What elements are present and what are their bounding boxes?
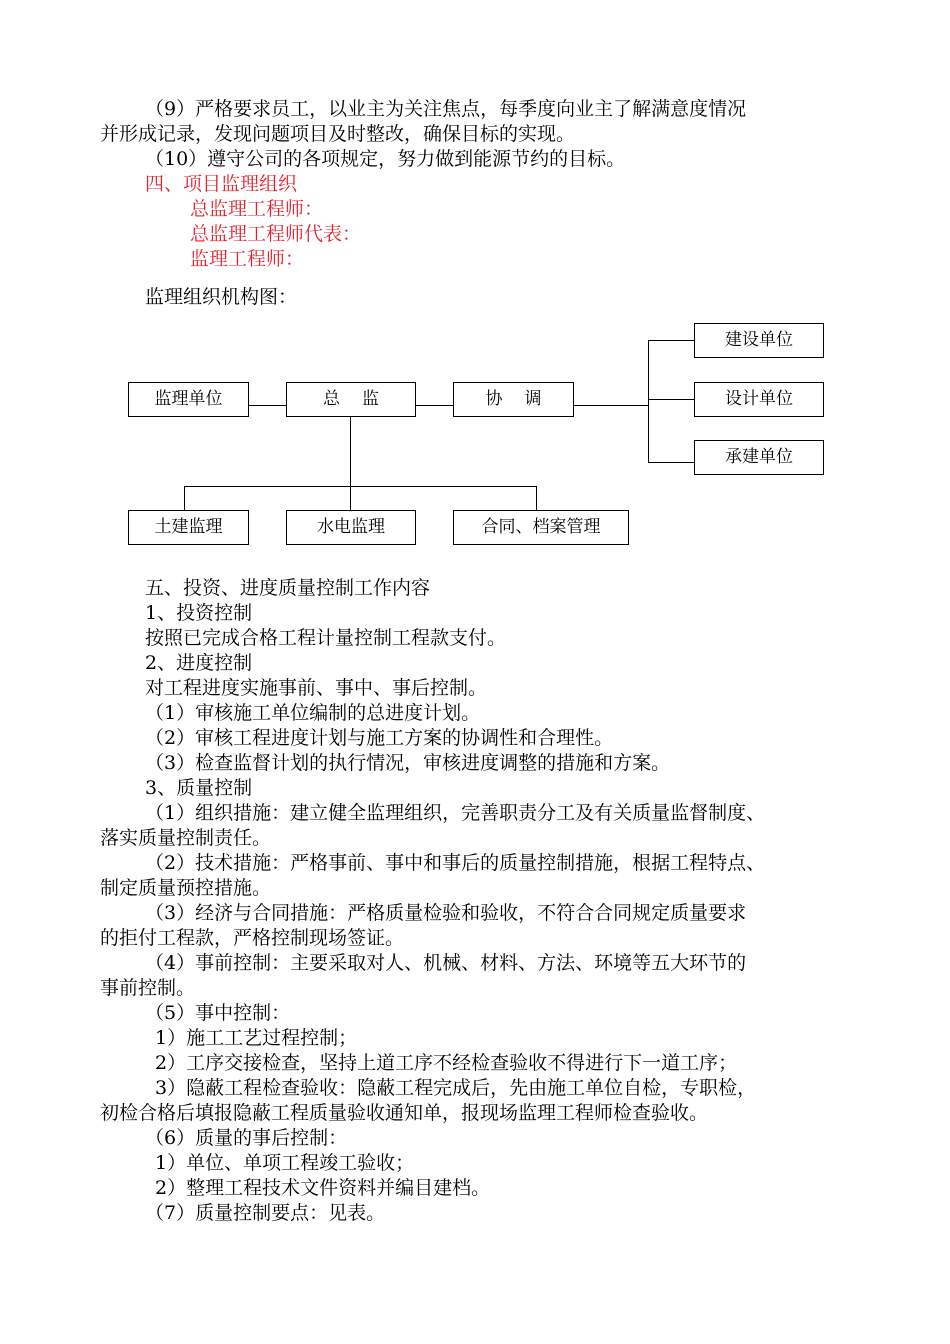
connector-chief-down [350,416,351,486]
s2-title: 2、进度控制 [145,652,253,674]
box-tujian-jianli: 土建监理 [128,510,249,545]
connector-to-sheji [648,399,694,400]
connector-to-tujian [184,486,185,511]
box-zong-jian: 总监 [286,382,416,417]
s3-item-2-line-2: 制定质量预控措施。 [100,877,272,899]
s3-title: 3、质量控制 [145,777,253,799]
item-9-line-2: 并形成记录，发现问题项目及时整改，确保目标的实现。 [100,123,576,145]
s2-item-1: （1）审核施工单位编制的总进度计划。 [145,702,481,724]
item-9-line-1: （9）严格要求员工，以业主为关注焦点，每季度向业主了解满意度情况 [145,98,747,120]
box-jianli-danwei: 监理单位 [128,382,249,417]
item-10: （10）遵守公司的各项规定，努力做到能源节约的目标。 [145,148,626,170]
s3-item-5-sub-2: 2）工序交接检查，坚持上道工序不经检查验收不得进行下一道工序； [155,1052,738,1074]
connector-to-shuidian [350,486,351,511]
box-sheji-danwei: 设计单位 [694,382,824,417]
s3-item-6-sub-2: 2）整理工程技术文件资料并编目建档。 [155,1177,491,1199]
s3-item-5-sub-3-line-1: 3）隐蔽工程检查验收：隐蔽工程完成后，先由施工单位自检，专职检， [155,1077,757,1099]
s3-item-5-sub-1: 1）施工工艺过程控制； [155,1027,358,1049]
connector-coord-branch [573,405,648,406]
chief-engineer-rep-label: 总监理工程师代表： [190,223,362,245]
s2-item-3: （3）检查监督计划的执行情况，审核进度调整的措施和方案。 [145,752,671,774]
s3-item-7: （7）质量控制要点：见表。 [145,1202,386,1224]
s3-item-1-line-2: 落实质量控制责任。 [100,827,272,849]
box-xie-tiao: 协调 [453,382,574,417]
box-jianshe-danwei: 建设单位 [694,323,824,358]
s3-item-1-line-1: （1）组织措施：建立健全监理组织，完善职责分工及有关质量监督制度、 [145,802,766,824]
box-shuidian-jianli: 水电监理 [286,510,416,545]
s3-item-5: （5）事中控制： [145,1002,291,1024]
connector-bottom-horizontal [184,486,536,487]
box-hetong-dangan: 合同、档案管理 [453,510,629,545]
s3-item-5-sub-3-line-2: 初检合格后填报隐蔽工程质量验收通知单，报现场监理工程师检查验收。 [100,1102,709,1124]
s1-title: 1、投资控制 [145,602,253,624]
s3-item-2-line-1: （2）技术措施：严格事前、事中和事后的质量控制措施，根据工程特点、 [145,852,766,874]
s3-item-4-line-2: 事前控制。 [100,977,196,999]
s2-text: 对工程进度实施事前、事中、事后控制。 [145,677,488,699]
engineer-label: 监理工程师： [190,248,305,270]
section-5-heading: 五、投资、进度质量控制工作内容 [145,577,431,599]
connector-to-chengjian [648,462,694,463]
s1-text: 按照已完成合格工程计量控制工程款支付。 [145,627,507,649]
s3-item-6: （6）质量的事后控制： [145,1127,348,1149]
s2-item-2: （2）审核工程进度计划与施工方案的协调性和合理性。 [145,727,614,749]
connector-unit-chief [248,405,286,406]
s3-item-3-line-1: （3）经济与合同措施：严格质量检验和验收，不符合合同规定质量要求 [145,902,747,924]
connector-to-hetong [536,486,537,511]
s3-item-4-line-1: （4）事前控制：主要采取对人、机械、材料、方法、环境等五大环节的 [145,952,747,974]
s3-item-3-line-2: 的拒付工程款，严格控制现场签证。 [100,927,405,949]
chief-engineer-label: 总监理工程师： [190,198,324,220]
connector-to-jianshe [648,340,694,341]
org-chart-label: 监理组织机构图： [145,286,298,308]
connector-chief-coord [415,405,453,406]
s3-item-6-sub-1: 1）单位、单项工程竣工验收； [155,1152,415,1174]
section-4-heading: 四、项目监理组织 [145,173,298,195]
connector-right-vertical [648,340,649,462]
box-chengjian-danwei: 承建单位 [694,440,824,475]
